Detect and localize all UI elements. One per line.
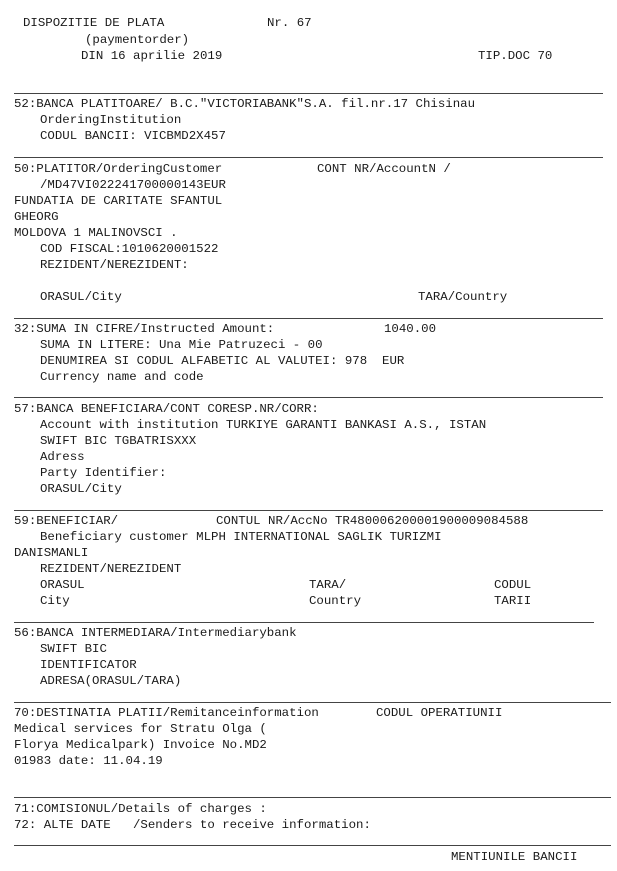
field-59-account-number: CONTUL NR/AccNo TR480006200001900009084588 [216, 514, 529, 528]
field-32-amount-label: 32:SUMA IN CIFRE/Instructed Amount: [14, 322, 275, 336]
field-50-name-line2: GHEORG [14, 210, 59, 224]
field-32-currency: DENUMIREA SI CODUL ALFABETIC AL VALUTEI: 978 EUR [40, 354, 405, 368]
field-50-city: ORASUL/City [40, 290, 122, 304]
field-32-currency-label: Currency name and code [40, 370, 204, 384]
field-59-country-label-en: Country [309, 594, 362, 608]
field-57-address: Adress [40, 450, 85, 464]
document-number: Nr. 67 [267, 16, 312, 30]
field-72-other-data: 72: ALTE DATE /Senders to receive information: [14, 818, 371, 832]
field-70-remittance-label: 70:DESTINATIA PLATII/Remitanceinformation [14, 706, 319, 720]
field-52-bank-code: CODUL BANCII: VICBMD2X457 [40, 129, 226, 143]
field-59-resident-status: REZIDENT/NEREZIDENT [40, 562, 182, 576]
document-title: DISPOZITIE DE PLATA [23, 16, 165, 30]
separator-rule [14, 510, 603, 511]
separator-rule [14, 157, 603, 158]
field-70-remittance-line2: Florya Medicalpark) Invoice No.MD2 [14, 738, 267, 752]
separator-rule [14, 93, 603, 94]
field-57-city: ORASUL/City [40, 482, 122, 496]
field-32-amount-in-words: SUMA IN LITERE: Una Mie Patruzeci - 00 [40, 338, 323, 352]
field-59-country-code-label: CODUL [494, 578, 532, 592]
field-71-charges: 71:COMISIONUL/Details of charges : [14, 802, 267, 816]
separator-rule [14, 318, 603, 319]
field-70-remittance-line3: 01983 date: 11.04.19 [14, 754, 163, 768]
field-59-city-label-en: City [40, 594, 70, 608]
field-70-operation-code: CODUL OPERATIUNII [376, 706, 503, 720]
field-57-beneficiary-bank: 57:BANCA BENEFICIARA/CONT CORESP.NR/CORR: [14, 402, 319, 416]
document-subtitle: (paymentorder) [85, 33, 190, 47]
field-59-name-line2: DANISMANLI [14, 546, 89, 560]
field-52-ordering-bank: 52:BANCA PLATITOARE/ B.C."VICTORIABANK"S.A. fil.nr.17 Chisinau [14, 97, 476, 111]
field-50-account-number: /MD47VI022241700000143EUR [40, 178, 226, 192]
field-50-fiscal-code: COD FISCAL:1010620001522 [40, 242, 219, 256]
field-70-remittance-line1: Medical services for Stratu Olga ( [14, 722, 267, 736]
field-50-account-label: CONT NR/AccountN / [317, 162, 451, 176]
separator-rule [14, 845, 611, 846]
document-type: TIP.DOC 70 [478, 49, 553, 63]
field-32-amount-value: 1040.00 [384, 322, 437, 336]
field-50-name-line1: FUNDATIA DE CARITATE SFANTUL [14, 194, 223, 208]
field-56-identifier: IDENTIFICATOR [40, 658, 137, 672]
field-56-swift-bic: SWIFT BIC [40, 642, 107, 656]
field-50-country: TARA/Country [418, 290, 508, 304]
field-56-intermediary-bank: 56:BANCA INTERMEDIARA/Intermediarybank [14, 626, 297, 640]
separator-rule [14, 702, 611, 703]
field-57-swift-bic: SWIFT BIC TGBATRISXXX [40, 434, 197, 448]
field-50-address: MOLDOVA 1 MALINOVSCI . [14, 226, 178, 240]
field-57-account-institution: Account with institution TURKIYE GARANTI BANKASI A.S., ISTAN [40, 418, 487, 432]
bank-notes-label: MENTIUNILE BANCII [451, 850, 578, 864]
field-59-beneficiary-customer: Beneficiary customer MLPH INTERNATIONAL SAGLIK TURIZMI [40, 530, 442, 544]
field-59-beneficiary-label: 59:BENEFICIAR/ [14, 514, 119, 528]
field-59-city-label: ORASUL [40, 578, 85, 592]
separator-rule [14, 622, 594, 623]
field-59-country-code-label-2: TARII [494, 594, 532, 608]
field-50-ordering-customer-label: 50:PLATITOR/OrderingCustomer [14, 162, 223, 176]
document-date: DIN 16 aprilie 2019 [81, 49, 223, 63]
field-57-party-identifier: Party Identifier: [40, 466, 167, 480]
field-59-country-label: TARA/ [309, 578, 347, 592]
field-56-address: ADRESA(ORASUL/TARA) [40, 674, 182, 688]
field-52-ordering-institution: OrderingInstitution [40, 113, 182, 127]
separator-rule [14, 397, 603, 398]
field-50-resident-status: REZIDENT/NEREZIDENT: [40, 258, 189, 272]
separator-rule [14, 797, 611, 798]
